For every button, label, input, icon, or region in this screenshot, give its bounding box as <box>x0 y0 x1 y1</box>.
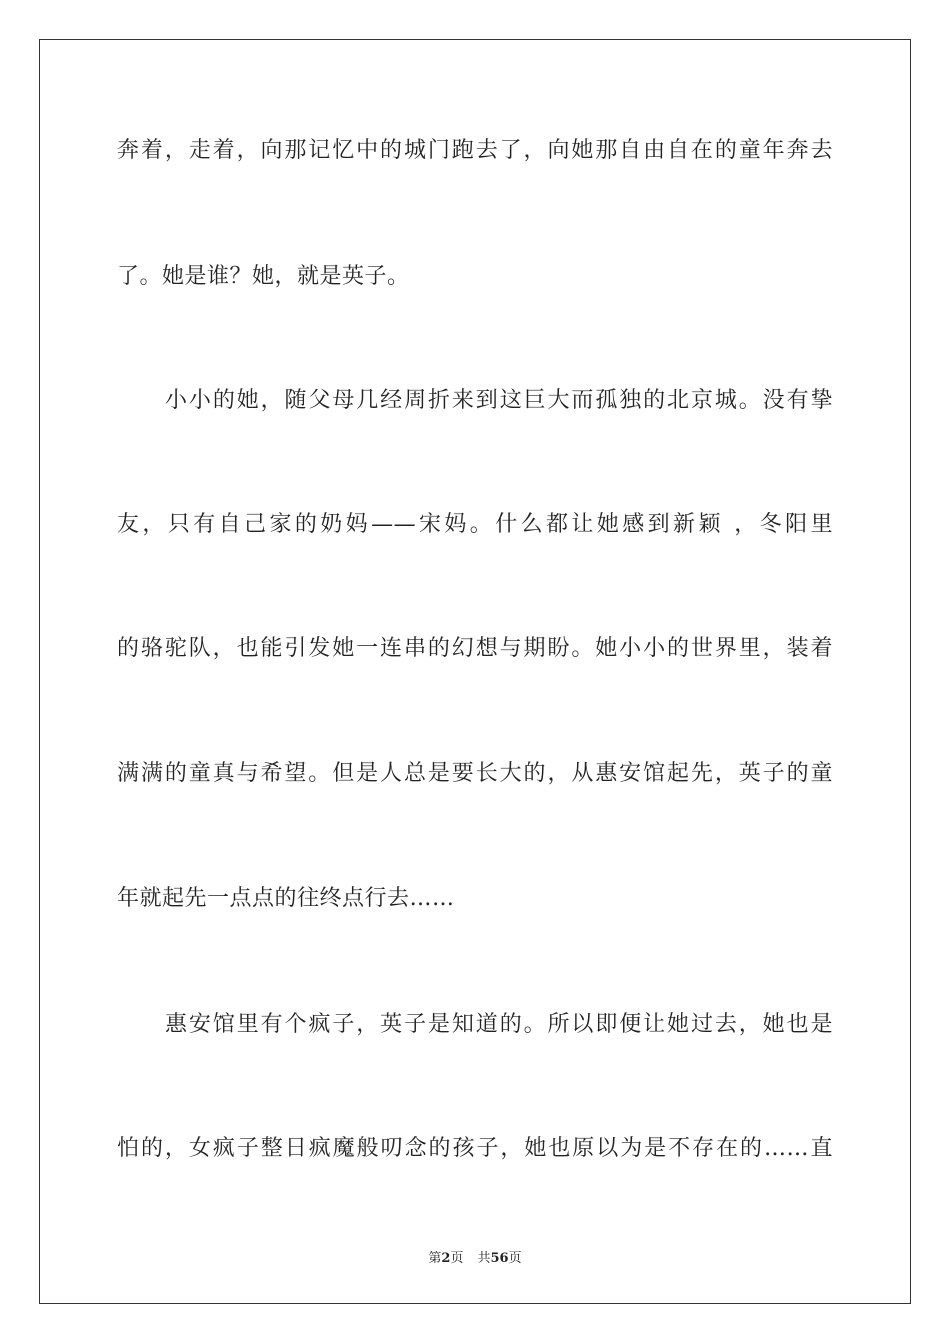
text-line-7: 年就起先一点点的往终点行去…… <box>117 886 455 911</box>
text-line-4: 友，只有自己家的奶妈——宋妈。什么都让她感到新颖 ，冬阳里 <box>117 512 833 537</box>
text-line-9: 怕的，女疯子整日疯魔般叨念的孩子，她也原以为是不存在的……直 <box>117 1136 833 1161</box>
text-line-1: 奔着，走着，向那记忆中的城门跑去了，向她那自由自在的童年奔去 <box>117 138 833 163</box>
total-pages: 56 <box>490 1251 509 1266</box>
total-suffix: 页 <box>508 1251 522 1266</box>
text-line-5: 的骆驼队，也能引发她一连串的幻想与期盼。她小小的世界里，装着 <box>117 636 833 661</box>
text-line-6: 满满的童真与希望。但是人总是要长大的，从惠安馆起先，英子的童 <box>117 761 833 786</box>
paragraph-2-line-1: 小小的她，随父母几经周折来到这巨大而孤独的北京城。没有挚 <box>165 388 833 413</box>
paragraph-3-line-1: 惠安馆里有个疯子，英子是知道的。所以即便让她过去，她也是 <box>165 1012 833 1037</box>
page-border <box>39 39 911 1304</box>
page-suffix: 页 <box>450 1251 464 1266</box>
text-line-2: 了。她是谁？她，就是英子。 <box>117 264 410 289</box>
page-prefix: 第 <box>428 1251 442 1266</box>
page-footer <box>0 1247 950 1266</box>
page-number: 2 <box>441 1251 451 1266</box>
total-prefix: 共 <box>477 1251 491 1266</box>
